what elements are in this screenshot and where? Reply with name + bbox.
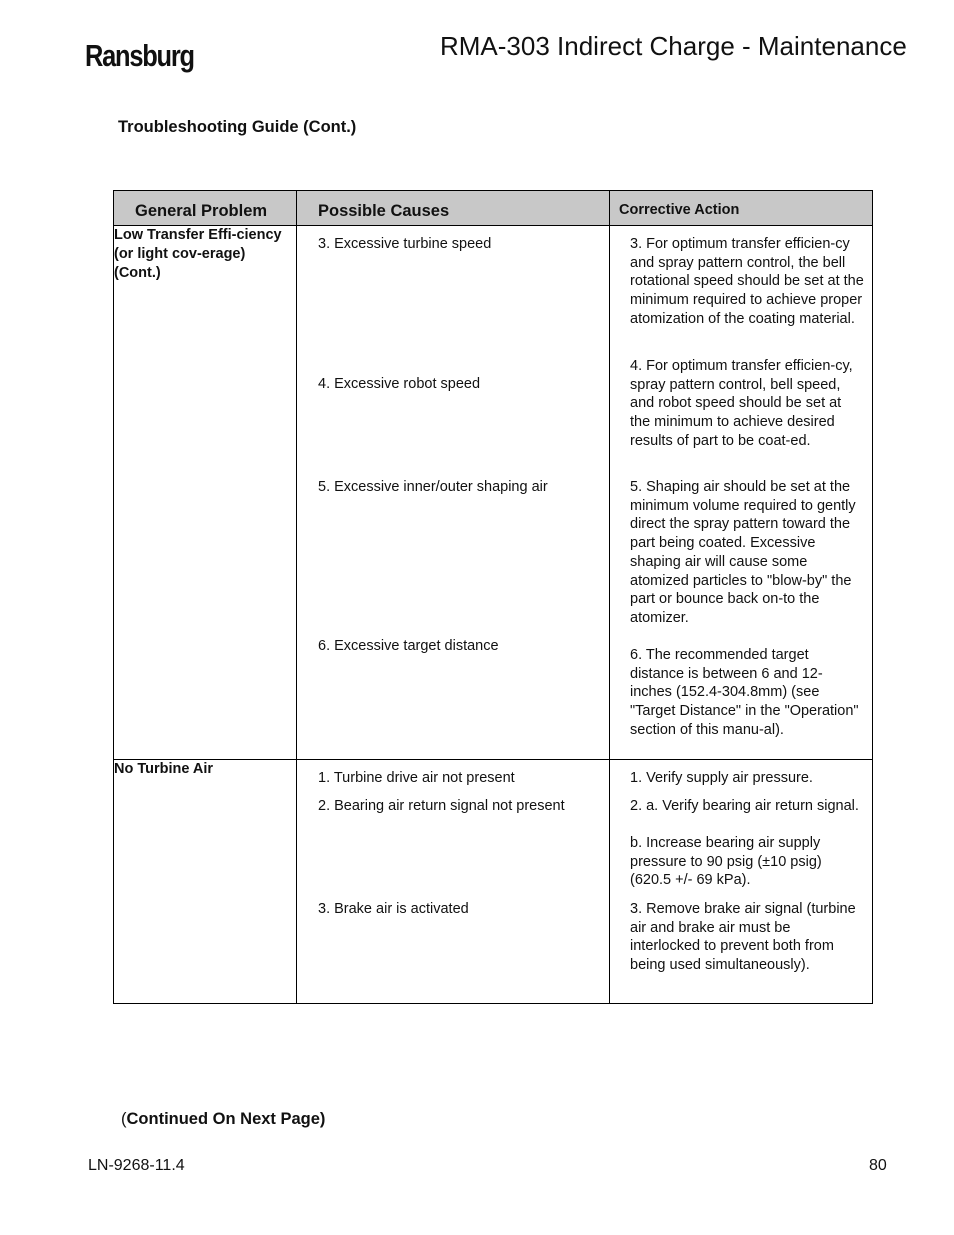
document-title: RMA-303 Indirect Charge - Maintenance xyxy=(440,31,907,61)
header-general-problem: General Problem xyxy=(114,191,297,226)
problem-cell: Low Transfer Effi-ciency (or light cov-erage) (Cont.) xyxy=(114,226,297,760)
header-possible-causes: Possible Causes xyxy=(297,191,610,226)
cause-item: 5. Excessive inner/outer shaping air xyxy=(318,479,548,495)
actions-cell xyxy=(610,226,873,760)
header-corrective-action: Corrective Action xyxy=(610,191,873,226)
brand-logo: Ransburg xyxy=(85,38,194,73)
action-item: 4. For optimum transfer efficien-cy, spray pattern control, bell speed, and robot speed should be set at the minimum to achieve desired results of part to be coat-ed. xyxy=(630,358,853,449)
cause-item: 4. Excessive robot speed xyxy=(318,376,481,392)
continued-note: (Continued On Next Page) xyxy=(121,1110,326,1128)
causes-cell xyxy=(297,226,610,760)
action-item: 6. The recommended target distance is between 6 and 12-inches (152.4-304.8mm) (see "Target Distance" in the "Operation" section of this manu-al). xyxy=(630,647,859,738)
action-item: 3. Remove brake air signal (turbine air and brake air must be interlocked to prevent both from being used simultaneously). xyxy=(630,901,856,974)
action-item: 3. For optimum transfer efficien-cy and spray pattern control, the bell rotational speed should be set at the minimum required to achieve proper atomization of the coating material. xyxy=(630,236,864,327)
table-row xyxy=(114,760,873,1004)
cause-item: 3. Excessive turbine speed xyxy=(318,236,492,252)
action-item: b. Increase bearing air supply pressure to 90 psig (±10 psig) (620.5 +/- 69 kPa). xyxy=(630,835,822,889)
page-number: 80 xyxy=(869,1157,887,1174)
action-item: 1. Verify supply air pressure. xyxy=(630,770,813,786)
cause-item: 3. Brake air is activated xyxy=(318,901,469,917)
document-number: LN-9268-11.4 xyxy=(88,1157,185,1174)
troubleshooting-table xyxy=(113,190,873,1004)
action-item: 2. a. Verify bearing air return signal. xyxy=(630,798,859,814)
cause-item: 6. Excessive target distance xyxy=(318,638,499,654)
table-row xyxy=(114,226,873,760)
table-header-row xyxy=(114,191,873,226)
section-heading: Troubleshooting Guide (Cont.) xyxy=(118,118,357,136)
cause-item: 2. Bearing air return signal not present xyxy=(318,798,565,814)
action-item: 5. Shaping air should be set at the minimum volume required to gently direct the spray pattern toward the part being coated. Excessive shaping air will cause some atomized particles to "blow-by" the part or bounce back on-to the atomizer. xyxy=(630,479,856,626)
causes-cell xyxy=(297,760,610,1004)
cause-item: 1. Turbine drive air not present xyxy=(318,770,515,786)
actions-cell xyxy=(610,760,873,1004)
problem-cell: No Turbine Air xyxy=(114,760,297,1004)
